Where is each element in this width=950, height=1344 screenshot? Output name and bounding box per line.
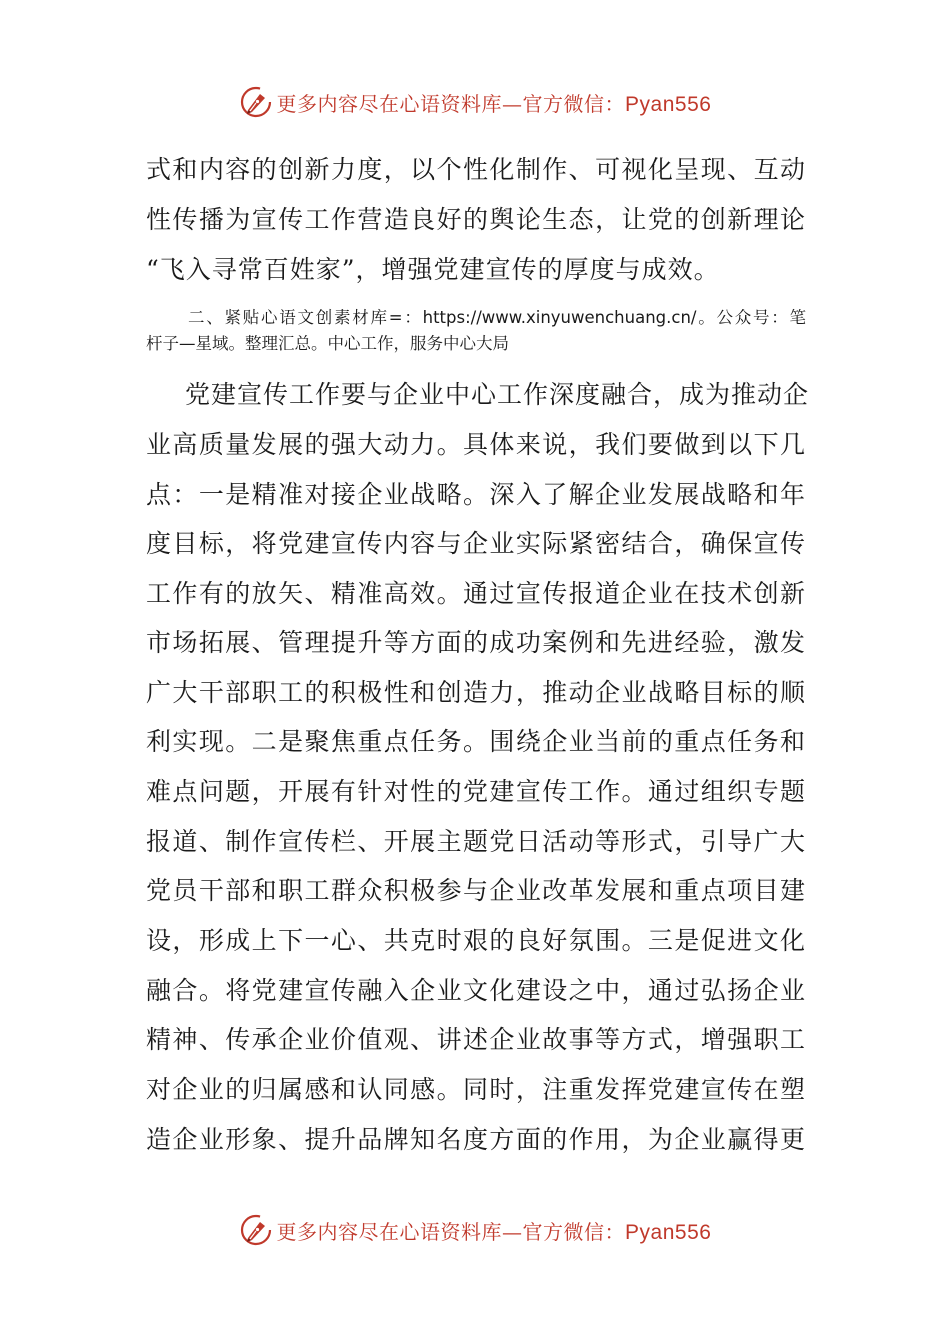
banner-handle: Pyan556 [625, 92, 712, 116]
body-line: 式和内容的创新力度，以个性化制作、可视化呈现、互动 [146, 155, 806, 184]
banner-handle: Pyan556 [625, 1220, 712, 1244]
banner-slogan: 更多内容尽在心语资料库—官方微信： [276, 91, 626, 116]
pen-nib-logo-icon [239, 1213, 273, 1247]
body-line: 党建宣传工作要与企业中心工作深度融合，成为推动企 [185, 380, 810, 409]
pen-nib-logo-icon [239, 85, 273, 119]
body-line: 精神、传承企业价值观、讲述企业故事等方式，增强职工 [146, 1025, 806, 1054]
header-banner [0, 80, 950, 124]
body-line: 广大干部职工的积极性和创造力，推动企业战略目标的顺 [146, 678, 806, 707]
body-line: 性传播为宣传工作营造良好的舆论生态，让党的创新理论 [146, 205, 806, 234]
body-line: 利实现。二是聚焦重点任务。围绕企业当前的重点任务和 [146, 727, 806, 756]
body-line: 难点问题，开展有针对性的党建宣传工作。通过组织专题 [146, 777, 806, 806]
banner-text [277, 88, 712, 117]
banner-slogan: 更多内容尽在心语资料库—官方微信： [276, 1219, 626, 1244]
body-line: 融合。将党建宣传融入企业文化建设之中，通过弘扬企业 [146, 976, 806, 1005]
body-line: 市场拓展、管理提升等方面的成功案例和先进经验，激发 [146, 628, 806, 657]
body-line: 造企业形象、提升品牌知名度方面的作用，为企业赢得更 [146, 1125, 806, 1154]
section-heading: 二、紧贴心语文创素材库=：https://www.xinyuwenchuang.cn/。公众号：笔 [188, 308, 806, 327]
banner-text [277, 1216, 712, 1245]
section-heading: 杆子—星域。整理汇总。中心工作，服务中心大局 [146, 334, 509, 353]
body-line: 报道、制作宣传栏、开展主题党日活动等形式，引导广大 [146, 827, 806, 856]
body-line: 对企业的归属感和认同感。同时，注重发挥党建宣传在塑 [146, 1075, 806, 1104]
body-line: 工作有的放矢、精准高效。通过宣传报道企业在技术创新 [146, 579, 806, 608]
body-line: 业高质量发展的强大动力。具体来说，我们要做到以下几 [146, 430, 806, 459]
body-line: “飞入寻常百姓家”，增强党建宣传的厚度与成效。 [146, 255, 720, 284]
body-line: 度目标，将党建宣传内容与企业实际紧密结合，确保宣传 [146, 529, 806, 558]
body-line: 设，形成上下一心、共克时艰的良好氛围。三是促进文化 [146, 926, 806, 955]
body-line: 点：一是精准对接企业战略。深入了解企业发展战略和年 [146, 480, 806, 509]
body-line: 党员干部和职工群众积极参与企业改革发展和重点项目建 [146, 876, 806, 905]
footer-banner [0, 1208, 950, 1252]
